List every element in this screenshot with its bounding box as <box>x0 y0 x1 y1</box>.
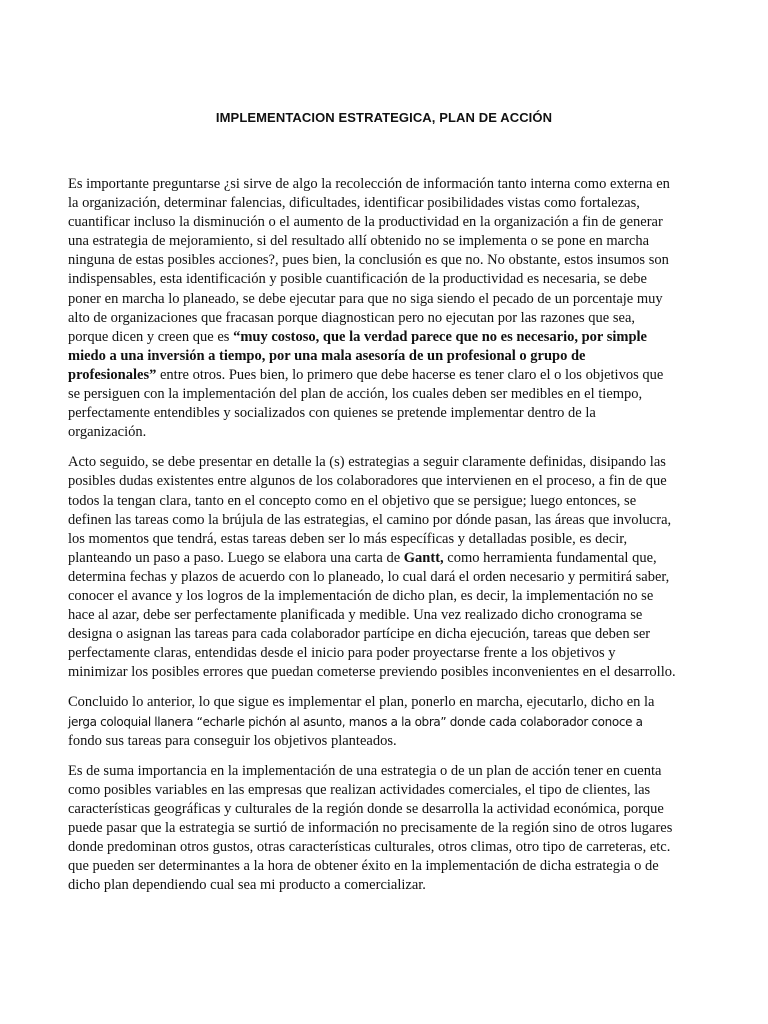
text-line: que pueden ser determinantes a la hora de obtener éxito en la implementación de dicha estrategia o de <box>68 858 659 875</box>
text-line: fondo sus tareas para conseguir los objetivos planteados. <box>68 732 397 749</box>
text-line: se persiguen con la implementación del plan de acción, los cuales deben ser medibles en el tiempo, <box>68 386 643 403</box>
text-line: posibles dudas existentes entre algunos de los colaboradores que intervienen en el proceso, a fin de que <box>68 473 667 490</box>
text-line: todos la tengan clara, tanto en el concepto como en el objetivo que se persigue; luego entonces, se <box>68 492 637 509</box>
paragraph-2 <box>68 453 704 682</box>
text-line: perfectamente entendibles y socializados con quienes se pretende implementar dentro de la <box>68 405 596 422</box>
text-line: poner en marcha lo planeado, se debe ejecutar para que no siga siendo el pecado de un porcentaje muy <box>68 290 663 307</box>
paragraph-4 <box>68 762 704 896</box>
text-line: determina fechas y plazos de acuerdo con lo planeado, lo cual dará el orden necesario y permitirá saber, <box>68 568 670 585</box>
text-line: organización. <box>68 424 147 441</box>
text-line: designa o asignan las tareas para cada colaborador partícipe en dicha ejecución, tareas que deben ser <box>68 626 651 643</box>
text-line: perfectamente claras, entendidas desde el inicio para poder proyectarse frente a los objetivos y <box>68 645 616 662</box>
text-line: definen las tareas como la brújula de las estrategias, el camino por dónde pasan, las áreas que involucra, <box>68 511 672 528</box>
text-line <box>68 366 704 385</box>
text-line: características geográficas y culturales de la región donde se desarrolla la actividad económica, porque <box>68 800 664 817</box>
text-line: la organización, determinar falencias, dificultades, identificar posibilidades vistas como fortalezas, <box>68 195 640 212</box>
text-line: puede pasar que la estrategia se surtió de información no precisamente de la región sino de otros lugares <box>68 820 673 836</box>
text-line: conocer el avance y los logros de la implementación de dicho plan, es decir, la implementación no se <box>68 587 654 604</box>
text-span: planteando un paso a paso. Luego se elabora una carta de <box>68 549 404 566</box>
text-line <box>68 549 704 568</box>
paragraph-1 <box>68 175 704 442</box>
text-line: dicho plan dependiendo cual sea mi producto a comercializar. <box>68 877 426 894</box>
text-span: porque dicen y creen que es <box>68 328 234 345</box>
text-line: Es importante preguntarse ¿si sirve de algo la recolección de información tanto interna como externa en <box>68 176 670 192</box>
text-line: los momentos que tendrá, estas tareas deben ser lo más específicas y detalladas posible, es decir, <box>68 530 628 547</box>
text-line: Acto seguido, se debe presentar en detalle la (s) estrategias a seguir claramente definidas, disipando las <box>68 454 666 471</box>
text-line: alto de organizaciones que fracasan porque diagnostican pero no ejecutan por las razones que sea, <box>68 309 636 326</box>
gantt-term: Gantt, <box>403 549 444 566</box>
document-title: IMPLEMENTACION ESTRATEGICA, PLAN DE ACCIÓN <box>215 110 553 125</box>
text-line: como posibles variables en las empresas que realizan actividades comerciales, el tipo de clientes, las <box>68 781 651 798</box>
text-line: ninguna de estas posibles acciones?, pues bien, la conclusión es que no. No obstante, estos insumos son <box>68 252 669 269</box>
text-line: minimizar los posibles errores que puedan cometerse previendo posibles inconvenientes en el desarrollo. <box>68 664 676 681</box>
bold-quote: profesionales” <box>68 366 157 383</box>
text-line <box>68 347 704 366</box>
text-line: Es de suma importancia en la implementación de una estrategia o de un plan de acción tener en cuenta <box>68 762 662 779</box>
text-line: indispensables, esta identificación y posible cuantificación de la productividad es necesaria, se debe <box>68 271 647 288</box>
bold-quote: “muy costoso, que la verdad parece que no es necesario, por simple <box>233 328 647 345</box>
document-body <box>68 175 704 906</box>
text-line: donde predominan otros gustos, otras características culturales, otros climas, otro tipo de carreteras, etc. <box>68 839 671 856</box>
bold-quote: miedo a una inversión a tiempo, por una mala asesoría de un profesional o grupo de <box>68 347 586 364</box>
text-line: una estrategia de mejoramiento, si del resultado allí obtenido no se implementa o se pone en marcha <box>68 233 650 250</box>
paragraph-3 <box>68 693 704 750</box>
text-line <box>68 328 704 347</box>
text-span: como herramienta fundamental que, <box>443 549 657 566</box>
text-line: Concluido lo anterior, lo que sigue es implementar el plan, ponerlo en marcha, ejecutarlo, dicho en la <box>68 694 655 711</box>
text-span: entre otros. Pues bien, lo primero que debe hacerse es tener claro el o los objetivos que <box>156 366 664 383</box>
text-line: hace al azar, debe ser perfectamente planificada y medible. Una vez realizado dicho cronograma se <box>68 607 643 624</box>
text-line: cuantificar incluso la disminución o el aumento de la productividad en la organización a fin de generar <box>68 214 663 231</box>
text-line: jerga coloquial llanera “echarle pichón al asunto, manos a la obra” donde cada colaborador conoce a <box>68 714 643 729</box>
